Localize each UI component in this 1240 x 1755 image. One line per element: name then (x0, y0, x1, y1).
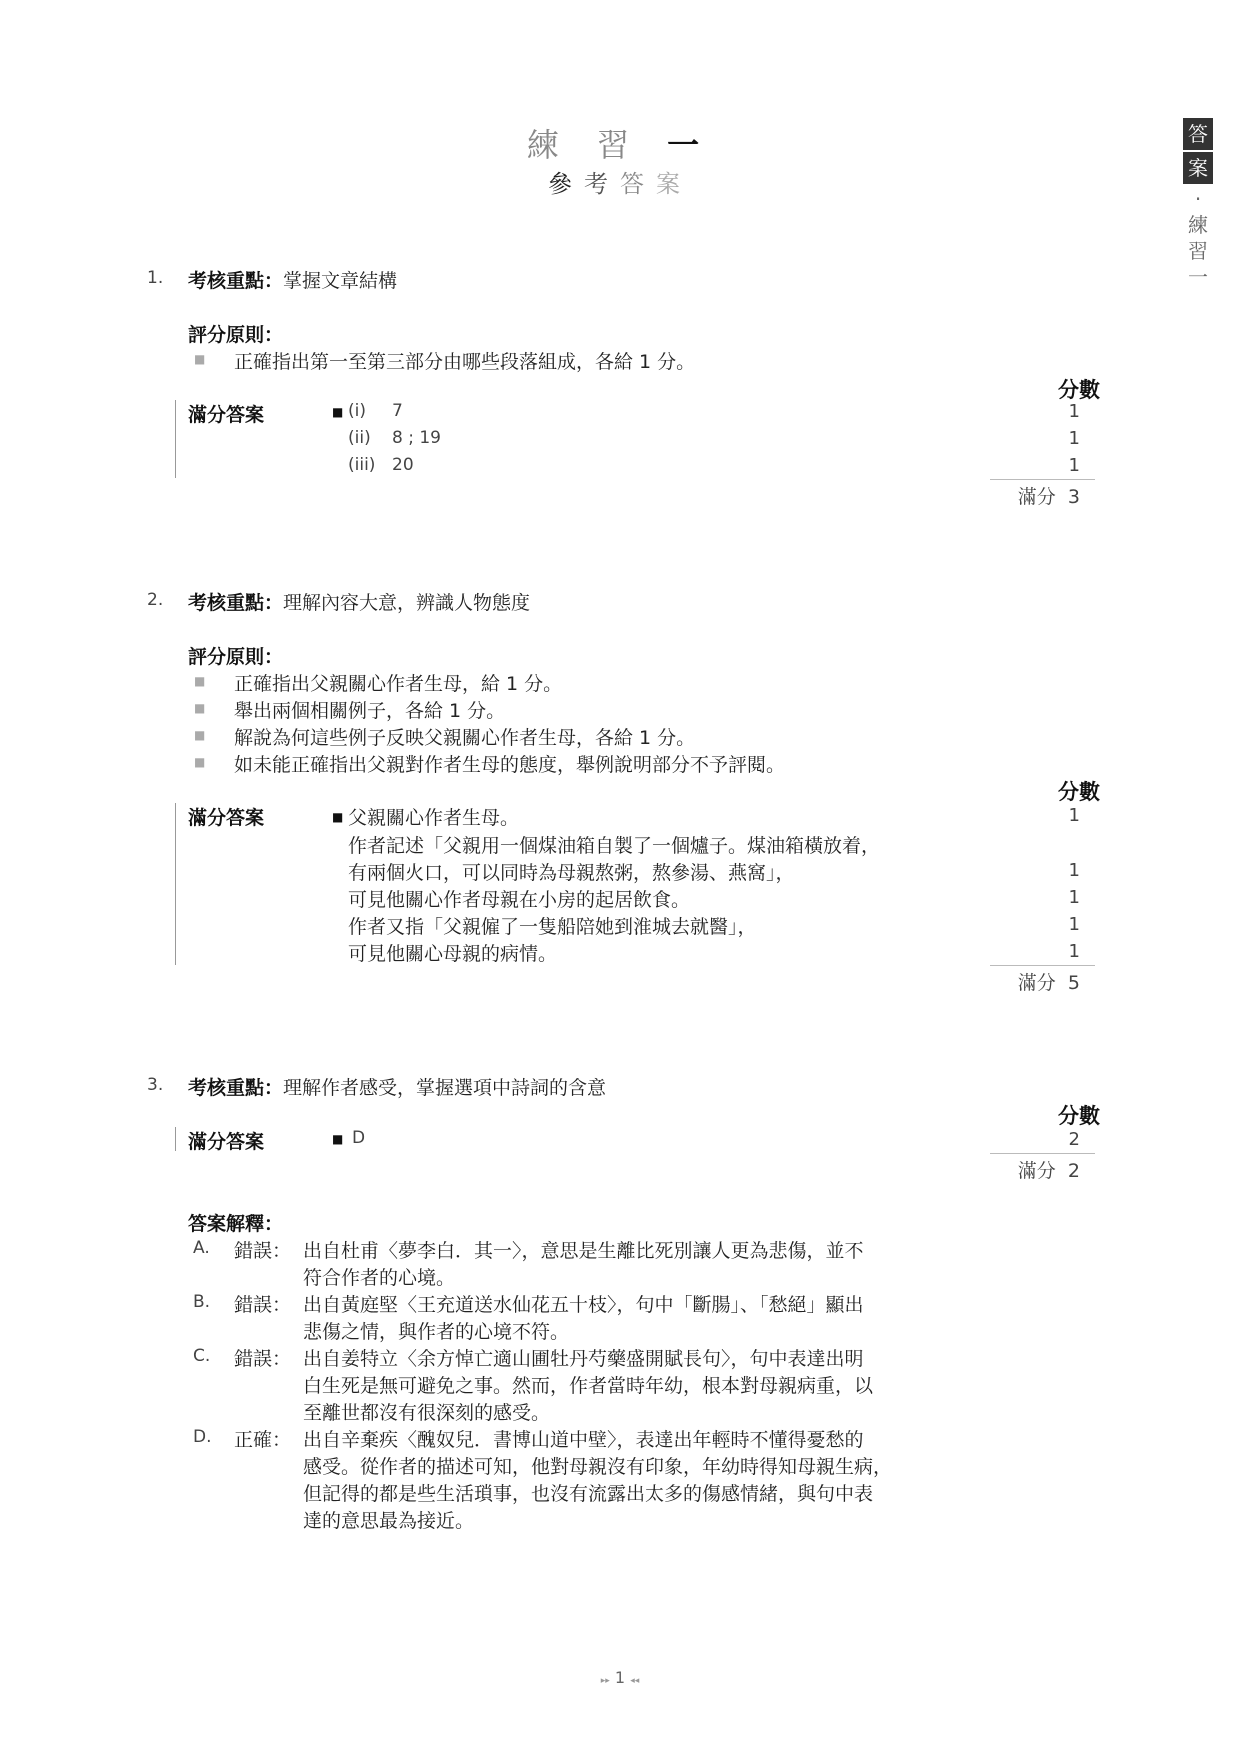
option-line: 白生死是無可避免之事。然而，作者當時年幼，根本對母親病重，以 (303, 1375, 874, 1397)
option-line: 出自杜甫〈夢李白．其一〉，意思是生離比死別讓人更為悲傷，並不 (303, 1240, 864, 1262)
score-value: 1 (1068, 401, 1080, 422)
score-heading: 分數 (1058, 780, 1100, 804)
rule-item: 如未能正確指出父親對作者生母的態度，舉例說明部分不予評閱。 (234, 754, 786, 776)
answer-label: (i) (348, 401, 366, 421)
side-tab (1183, 118, 1213, 290)
bullet-icon: ■ (194, 728, 206, 742)
explain-label: 答案解釋： (188, 1213, 284, 1235)
bullet-icon: ■ (194, 352, 206, 366)
answer-bar (175, 1127, 176, 1151)
subtitle-char: 案 (656, 170, 692, 198)
total-divider (990, 479, 1095, 480)
question-number: 1. (147, 268, 164, 288)
answer-value: 7 (392, 401, 403, 421)
full-answer-label: 滿分答案 (188, 807, 265, 829)
full-answer-label: 滿分答案 (188, 404, 265, 426)
option-letter: A. (193, 1238, 210, 1258)
option-line: 悲傷之情，與作者的心境不符。 (303, 1321, 570, 1343)
focus-label: 考核重點： (188, 1077, 284, 1099)
focus-label: 考核重點： (188, 270, 284, 292)
focus-label: 考核重點： (188, 592, 284, 614)
answer-value: 8 ; 19 (392, 428, 441, 448)
option-letter: D. (193, 1427, 212, 1447)
subtitle-char: 考 (584, 170, 620, 198)
option-line: 至離世都沒有很深刻的感受。 (303, 1402, 551, 1424)
option-line: 出自辛棄疾〈醜奴兒．書博山道中壁〉，表達出年輕時不懂得憂愁的 (303, 1429, 864, 1451)
score-value: 1 (1068, 860, 1080, 881)
score-heading: 分數 (1058, 378, 1100, 402)
total-score (1000, 968, 1080, 995)
focus-text: 掌握文章結構 (283, 270, 398, 292)
bullet-icon: ■ (194, 674, 206, 688)
total-divider (990, 1153, 1095, 1154)
focus-text: 理解內容大意，辨識人物態度 (283, 592, 531, 614)
score-value: 1 (1068, 887, 1080, 908)
rule-item: 舉出兩個相關例子，各給 1 分。 (234, 700, 506, 722)
question-number: 2. (147, 590, 164, 610)
answer-bar (175, 400, 176, 478)
total-score (1000, 482, 1080, 509)
rule-item: 正確指出父親關心作者生母，給 1 分。 (234, 673, 563, 695)
answer-line: 可見他關心母親的病情。 (348, 943, 558, 965)
total-divider (990, 965, 1095, 966)
page-subtitle (0, 164, 1240, 199)
option-line: 達的意思最為接近。 (303, 1510, 475, 1532)
total-value: 2 (1067, 1160, 1080, 1182)
total-label: 滿分 (1017, 972, 1056, 994)
bullet-icon: ■ (194, 755, 206, 769)
rule-item: 正確指出第一至第三部分由哪些段落組成，各給 1 分。 (234, 351, 696, 373)
bullet-icon: ■ (194, 701, 206, 715)
page-footer (0, 1668, 1240, 1687)
q3-focus (188, 1073, 606, 1100)
answer-line: 可見他關心作者母親在小房的起居飲食。 (348, 889, 691, 911)
subtitle-char: 參 (548, 170, 584, 198)
square-bullet-icon: ■ (332, 405, 344, 419)
answer-label: (iii) (348, 455, 376, 475)
option-letter: C. (193, 1346, 211, 1366)
page-number: 1 (614, 1668, 626, 1687)
full-answer-label: 滿分答案 (188, 1131, 265, 1153)
answer-value: 20 (392, 455, 414, 475)
square-bullet-icon: ■ (332, 1132, 344, 1146)
side-tab-char: 一 (1188, 265, 1208, 289)
score-value: 2 (1068, 1129, 1080, 1150)
answer-line: 作者記述「父親用一個煤油箱自製了一個爐子。煤油箱橫放着， (348, 835, 881, 857)
option-letter: B. (193, 1292, 211, 1312)
principle-label: 評分原則： (188, 646, 284, 668)
score-value: 1 (1068, 941, 1080, 962)
option-line: 感受。從作者的描述可知，他對母親沒有印象，年幼時得知母親生病， (303, 1456, 893, 1478)
option-verdict: 正確： (234, 1429, 292, 1451)
square-bullet-icon: ■ (332, 810, 344, 824)
answer-bar (175, 803, 176, 965)
page-title (0, 120, 1240, 166)
score-value: 1 (1068, 455, 1080, 476)
title-light: 練 習 (526, 126, 643, 164)
total-value: 3 (1067, 486, 1080, 508)
total-label: 滿分 (1017, 486, 1056, 508)
footer-left-mark: ▸▸ (600, 1676, 610, 1686)
total-label: 滿分 (1017, 1160, 1056, 1182)
total-score (1000, 1156, 1080, 1183)
option-verdict: 錯誤： (234, 1294, 292, 1316)
side-tab-char: 習 (1188, 239, 1208, 263)
title-bold: 一 (667, 126, 714, 164)
principle-label: 評分原則： (188, 324, 284, 346)
side-tab-box: 答 (1183, 118, 1213, 150)
question-number: 3. (147, 1075, 164, 1095)
footer-right-mark: ◂◂ (630, 1676, 640, 1686)
side-tab-box: 案 (1183, 152, 1213, 184)
answer-label: (ii) (348, 428, 371, 448)
answer-value: D (352, 1128, 366, 1148)
side-tab-dot: · (1194, 187, 1202, 211)
q2-focus (188, 588, 530, 615)
total-value: 5 (1067, 972, 1080, 994)
answer-line: 有兩個火口，可以同時為母親熬粥，熬參湯、燕窩」， (348, 862, 795, 884)
answer-line: 父親關心作者生母。 (348, 807, 520, 829)
option-line: 符合作者的心境。 (303, 1267, 456, 1289)
score-value: 1 (1068, 428, 1080, 449)
option-verdict: 錯誤： (234, 1348, 292, 1370)
score-value: 1 (1068, 914, 1080, 935)
answer-line: 作者又指「父親僱了一隻船陪她到淮城去就醫」， (348, 916, 757, 938)
score-heading: 分數 (1058, 1104, 1100, 1128)
focus-text: 理解作者感受，掌握選項中詩詞的含意 (283, 1077, 607, 1099)
option-verdict: 錯誤： (234, 1240, 292, 1262)
rule-item: 解說為何這些例子反映父親關心作者生母，各給 1 分。 (234, 727, 696, 749)
subtitle-char: 答 (620, 170, 656, 198)
option-line: 出自黃庭堅〈王充道送水仙花五十枝〉，句中「斷腸」、「愁絕」顯出 (303, 1294, 864, 1316)
score-value: 1 (1068, 805, 1080, 826)
side-tab-char: 練 (1188, 213, 1208, 237)
q1-focus (188, 266, 397, 293)
option-line: 但記得的都是些生活瑣事，也沒有流露出太多的傷感情緒，與句中表 (303, 1483, 874, 1505)
option-line: 出自姜特立〈余方悼亡適山圃牡丹芍藥盛開賦長句〉，句中表達出明 (303, 1348, 864, 1370)
